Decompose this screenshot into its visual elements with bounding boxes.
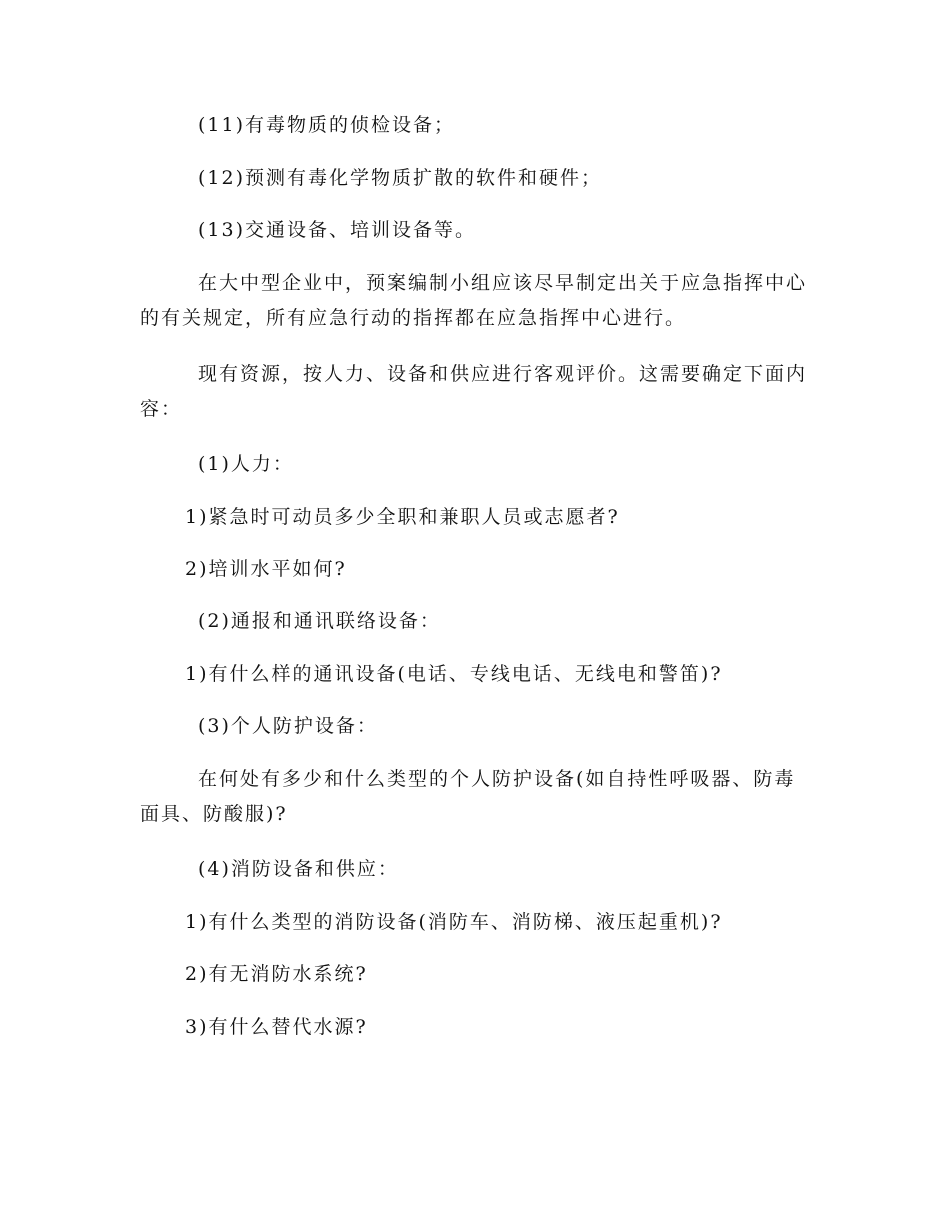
question-training: 2)培训水平如何? — [185, 558, 347, 580]
question-fire-devices: 1)有什么类型的消防设备(消防车、消防梯、液压起重机)? — [185, 911, 723, 933]
heading-manpower: (1)人力： — [198, 453, 294, 475]
question-mobilize: 1)紧急时可动员多少全职和兼职人员或志愿者? — [185, 506, 620, 528]
question-fire-water: 2)有无消防水系统? — [185, 963, 368, 985]
paragraph-item-11: (11)有毒物质的侦检设备； — [198, 114, 456, 136]
question-alt-water: 3)有什么替代水源? — [185, 1016, 368, 1038]
paragraph-resources: 现有资源，按人力、设备和供应进行客观评价。这需要确定下面内容： — [140, 363, 808, 420]
paragraph-protection: 在何处有多少和什么类型的个人防护设备(如自持性呼吸器、防毒面具、防酸服)? — [140, 768, 796, 825]
paragraph-command-center: 在大中型企业中，预案编制小组应该尽早制定出关于应急指挥中心的有关规定，所有应急行动的指挥都在应急指挥中心进行。 — [140, 272, 808, 329]
paragraph-item-13: (13)交通设备、培训设备等。 — [198, 219, 477, 241]
heading-communication: (2)通报和通讯联络设备： — [198, 610, 441, 632]
heading-protection: (3)个人防护设备： — [198, 715, 378, 737]
paragraph-item-12: (12)预测有毒化学物质扩散的软件和硬件； — [198, 167, 603, 189]
heading-fire-equipment: (4)消防设备和供应： — [198, 858, 399, 880]
question-comm-devices: 1)有什么样的通讯设备(电话、专线电话、无线电和警笛)? — [185, 663, 723, 685]
